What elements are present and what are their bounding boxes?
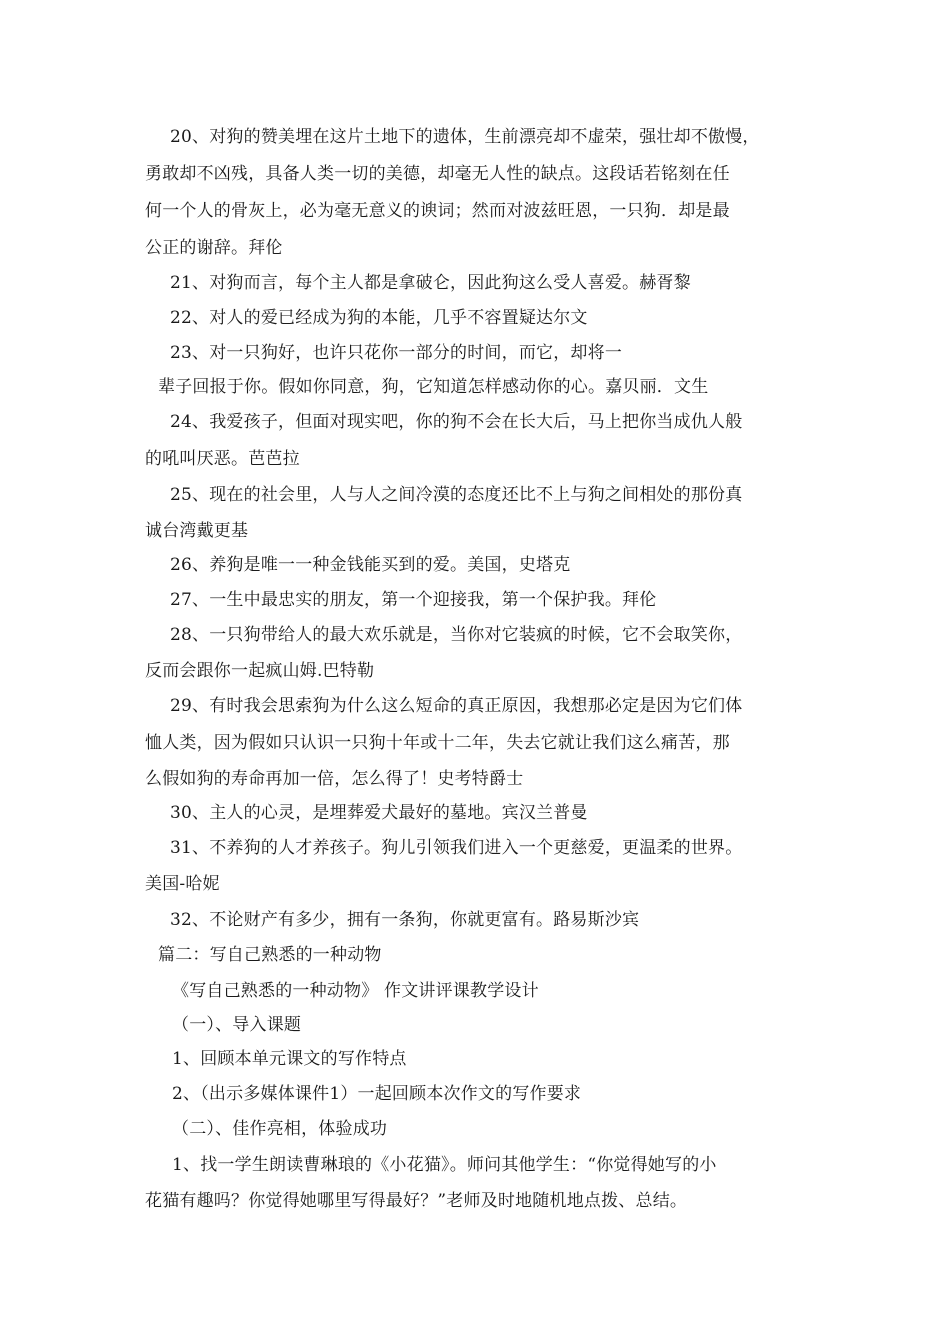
text-line: 何一个人的骨灰上，必为毫无意义的谀词；然而对波兹旺恩，一只狗．却是最 bbox=[145, 201, 730, 221]
text-line: 勇敢却不凶残，具备人类一切的美德，却毫无人性的缺点。这段话若铭刻在任 bbox=[145, 164, 730, 184]
text-line: 美国-哈妮 bbox=[145, 874, 220, 894]
text-line: 31、不养狗的人才养孩子。狗儿引领我们进入一个更慈爱，更温柔的世界。 bbox=[170, 838, 743, 858]
text-line: 恤人类，因为假如只认识一只狗十年或十二年，失去它就让我们这么痛苦，那 bbox=[145, 733, 730, 753]
text-line: 2、（出示多媒体课件1）一起回顾本次作文的写作要求 bbox=[172, 1084, 582, 1104]
text-line: 26、养狗是唯一一种金钱能买到的爱。美国，史塔克 bbox=[170, 555, 571, 575]
text-line: 30、主人的心灵，是埋葬爱犬最好的墓地。宾汉兰普曼 bbox=[170, 803, 588, 823]
text-line: 20、对狗的赞美埋在这片土地下的遗体，生前漂亮却不虚荣，强壮却不傲慢， bbox=[170, 127, 760, 147]
text-line: 公正的谢辞。拜伦 bbox=[145, 238, 283, 258]
text-line: 么假如狗的寿命再加一倍，怎么得了！史考特爵士 bbox=[145, 769, 524, 789]
text-line: 27、一生中最忠实的朋友，第一个迎接我，第一个保护我。拜伦 bbox=[170, 590, 657, 610]
text-line: 22、对人的爱已经成为狗的本能，几乎不容置疑达尔文 bbox=[170, 308, 588, 328]
text-line: 反而会跟你一起疯山姆.巴特勒 bbox=[145, 661, 375, 681]
section-title: 《写自己熟悉的一种动物》 作文讲评课教学设计 bbox=[172, 981, 539, 1001]
text-line: 25、现在的社会里，人与人之间冷漠的态度还比不上与狗之间相处的那份真 bbox=[170, 485, 743, 505]
section-heading: 篇二：写自己熟悉的一种动物 bbox=[158, 945, 382, 965]
subheading: （二）、佳作亮相，体验成功 bbox=[172, 1119, 388, 1139]
text-line: 28、一只狗带给人的最大欢乐就是，当你对它装疯的时候，它不会取笑你， bbox=[170, 625, 743, 645]
text-line: 21、对狗而言，每个主人都是拿破仑，因此狗这么受人喜爱。赫胥黎 bbox=[170, 273, 691, 293]
text-line: 32、不论财产有多少，拥有一条狗，你就更富有。路易斯沙宾 bbox=[170, 910, 640, 930]
text-line: 1、回顾本单元课文的写作特点 bbox=[172, 1049, 407, 1069]
text-line: 花猫有趣吗？你觉得她哪里写得最好？”老师及时地随机地点拨、总结。 bbox=[145, 1191, 688, 1211]
text-line: 的吼叫厌恶。芭芭拉 bbox=[145, 449, 300, 469]
text-line: 24、我爱孩子，但面对现实吧，你的狗不会在长大后，马上把你当成仇人般 bbox=[170, 412, 743, 432]
text-line: 1、找一学生朗读曹琳琅的《小花猫》。师问其他学生：“你觉得她写的小 bbox=[172, 1155, 717, 1175]
text-line: 23、对一只狗好，也许只花你一部分的时间，而它，却将一 bbox=[170, 343, 623, 363]
text-line: 诚台湾戴更基 bbox=[145, 521, 249, 541]
text-line: 辈子回报于你。假如你同意，狗，它知道怎样感动你的心。嘉贝丽．文生 bbox=[158, 377, 709, 397]
text-line: 29、有时我会思索狗为什么这么短命的真正原因，我想那必定是因为它们体 bbox=[170, 696, 743, 716]
subheading: （一）、导入课题 bbox=[172, 1015, 302, 1035]
